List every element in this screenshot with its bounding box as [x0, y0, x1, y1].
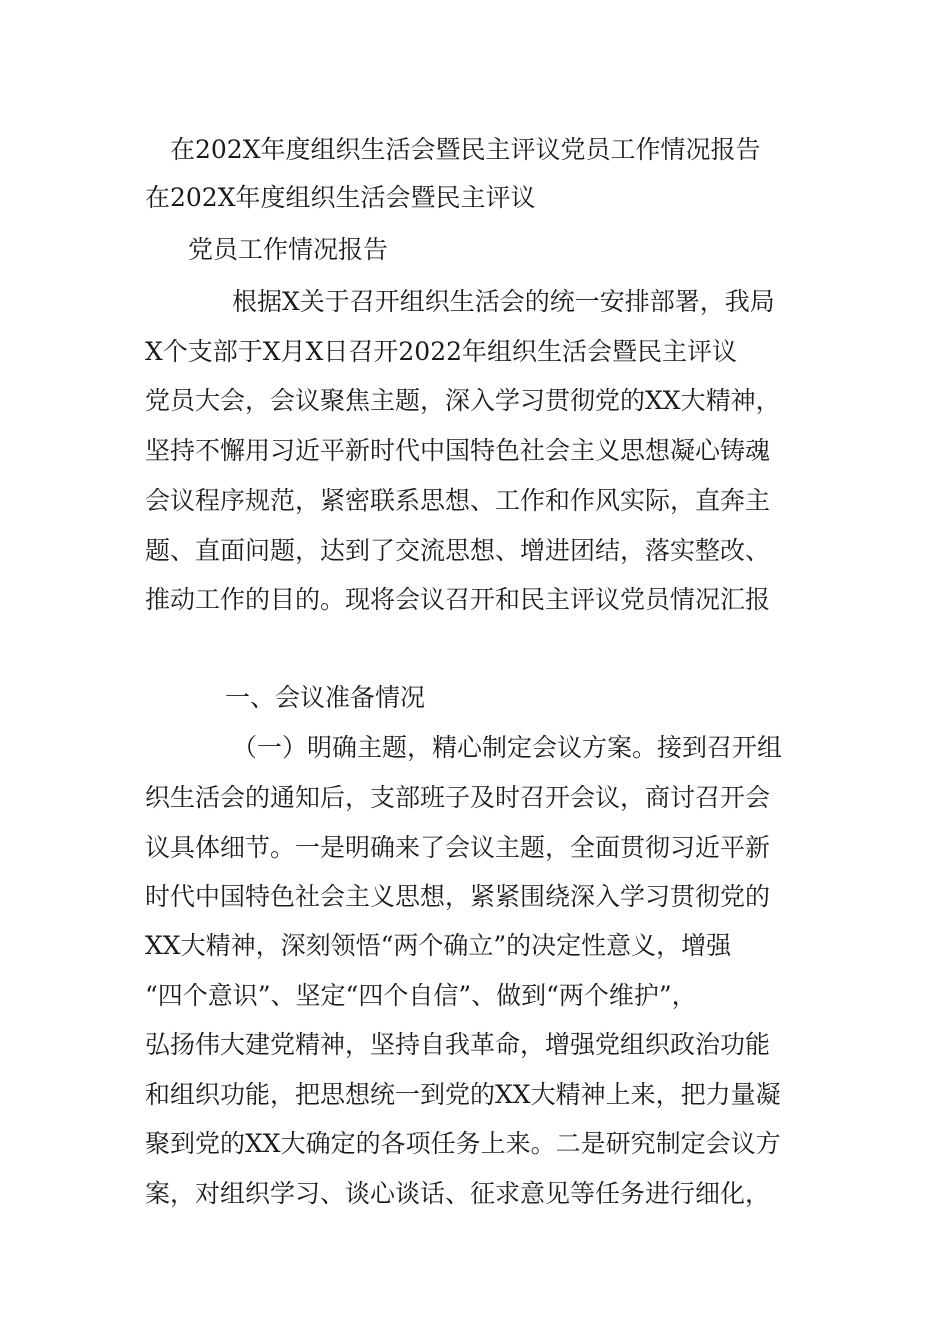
body-line: “四个意识”、坚定“四个自信”、做到“两个维护”，: [145, 981, 697, 1010]
body-line: 会议程序规范，紧密联系思想、工作和作风实际，直奔主: [145, 486, 771, 515]
document-title-line-2: 在202X年度组织生活会暨民主评议: [145, 183, 536, 212]
section-heading: 一、会议准备情况: [225, 683, 426, 712]
body-line: 时代中国特色社会主义思想，紧紧围绕深入学习贯彻党的: [145, 882, 771, 911]
body-line: 弘扬伟大建党精神，坚持自我革命，增强党组织政治功能: [145, 1030, 771, 1059]
body-line: 议具体细节。一是明确来了会议主题，全面贯彻习近平新: [145, 833, 771, 862]
body-line: 坚持不懈用习近平新时代中国特色社会主义思想凝心铸魂: [145, 436, 771, 465]
document-title-line-3: 党员工作情况报告: [188, 235, 389, 264]
body-line: 根据X关于召开组织生活会的统一安排部署，我局: [232, 287, 775, 316]
body-line: 推动工作的目的。现将会议召开和民主评议党员情况汇报: [145, 585, 771, 614]
body-line: 织生活会的通知后，支部班子及时召开会议，商讨召开会: [145, 783, 771, 812]
body-line: 题、直面问题，达到了交流思想、增进团结，落实整改、: [145, 536, 771, 565]
subsection-heading-line: （一）明确主题，精心制定会议方案。接到召开组: [232, 733, 783, 762]
body-line: 党员大会，会议聚焦主题，深入学习贯彻党的XX大精神，: [145, 386, 781, 415]
body-line: 和组织功能，把思想统一到党的XX大精神上来，把力量凝: [145, 1080, 781, 1109]
body-line: X个支部于X月X日召开2022年组织生活会暨民主评议: [145, 337, 738, 366]
body-line: 聚到党的XX大确定的各项任务上来。二是研究制定会议方: [145, 1129, 781, 1158]
body-line: XX大精神，深刻领悟“两个确立”的决定性意义，增强: [145, 931, 732, 960]
body-line: 案，对组织学习、谈心谈话、征求意见等任务进行细化，: [145, 1179, 771, 1208]
document-title-line-1: 在202X年度组织生活会暨民主评议党员工作情况报告: [170, 135, 761, 164]
